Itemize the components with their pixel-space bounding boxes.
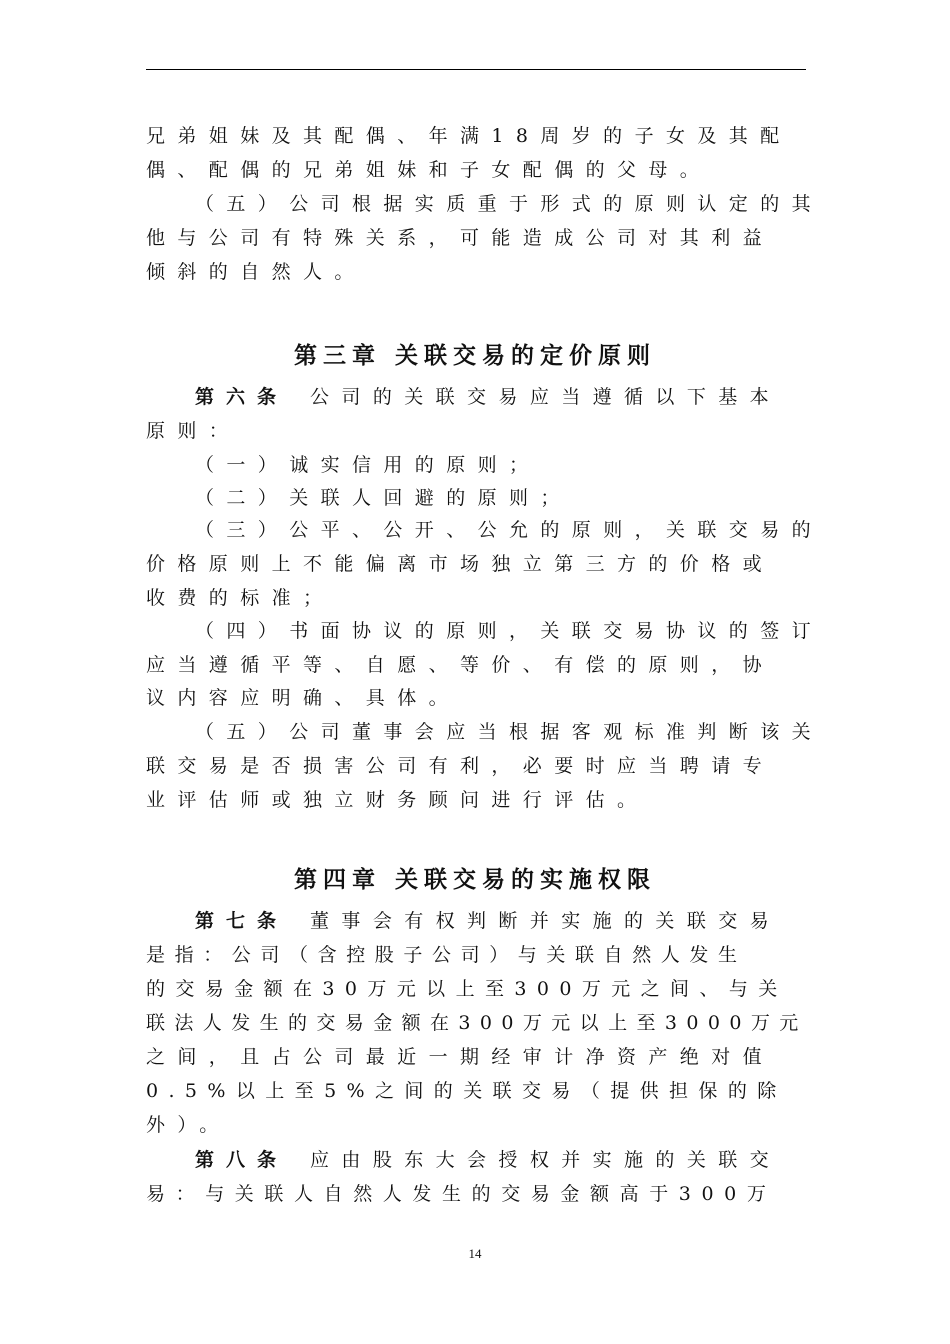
text-line: （五）公司根据实质重于形式的原则认定的其 xyxy=(195,193,824,215)
text-line: （五）公司董事会应当根据客观标准判断该关 xyxy=(195,721,824,743)
text-line: 外）。 xyxy=(146,1114,231,1136)
chapter-4-heading: 第四章 关联交易的实施权限 xyxy=(293,866,656,893)
header-rule xyxy=(146,69,806,70)
text-line: （一）诚实信用的原则； xyxy=(195,454,541,476)
article-6-line xyxy=(195,385,781,409)
article-7-label: 第七条 xyxy=(195,910,289,932)
text-line: （三）公平、公开、公允的原则，关联交易的 xyxy=(195,519,824,541)
text-line: 应当遵循平等、自愿、等价、有偿的原则，协 xyxy=(146,654,775,676)
text-line: （四）书面协议的原则，关联交易协议的签订 xyxy=(195,620,824,642)
text-line: 收费的标准； xyxy=(146,587,335,609)
article-6-label: 第六条 xyxy=(195,386,289,408)
text-line: 业评估师或独立财务顾问进行评估。 xyxy=(146,789,649,811)
chapter-3-heading: 第三章 关联交易的定价原则 xyxy=(293,342,656,369)
text-line: 董事会有权判断并实施的关联交易 xyxy=(310,910,782,932)
text-line: 应由股东大会授权并实施的关联交 xyxy=(310,1149,782,1171)
text-line: 0.5%以上至5%之间的关联交易（提供担保的除 xyxy=(146,1080,787,1102)
text-line: 兄弟姐妹及其配偶、年满18周岁的子女及其配 xyxy=(146,125,792,147)
article-8-label: 第八条 xyxy=(195,1149,289,1171)
article-7-line xyxy=(195,909,781,933)
text-line: 倾斜的自然人。 xyxy=(146,261,366,283)
text-line: 联交易是否损害公司有利，必要时应当聘请专 xyxy=(146,755,775,777)
text-line: （二）关联人回避的原则； xyxy=(195,487,572,509)
text-line: 之间，且占公司最近一期经审计净资产绝对值 xyxy=(146,1046,775,1068)
text-line: 偶、配偶的兄弟姐妹和子女配偶的父母。 xyxy=(146,159,712,181)
text-line: 原则： xyxy=(146,420,241,442)
text-line: 的交易金额在30万元以上至300万元之间、与关 xyxy=(146,978,788,1000)
text-line: 价格原则上不能偏离市场独立第三方的价格或 xyxy=(146,553,775,575)
text-line: 公司的关联交易应当遵循以下基本 xyxy=(310,386,782,408)
text-line: 是指：公司（含控股子公司）与关联自然人发生 xyxy=(146,944,747,966)
text-line: 他与公司有特殊关系，可能造成公司对其利益 xyxy=(146,227,775,249)
text-line: 联法人发生的交易金额在300万元以上至3000万元 xyxy=(146,1012,808,1034)
page-number: 14 xyxy=(468,1246,482,1261)
text-line: 易：与关联人自然人发生的交易金额高于300万 xyxy=(146,1183,777,1205)
article-8-line xyxy=(195,1148,781,1172)
text-line: 议内容应明确、具体。 xyxy=(146,687,461,709)
